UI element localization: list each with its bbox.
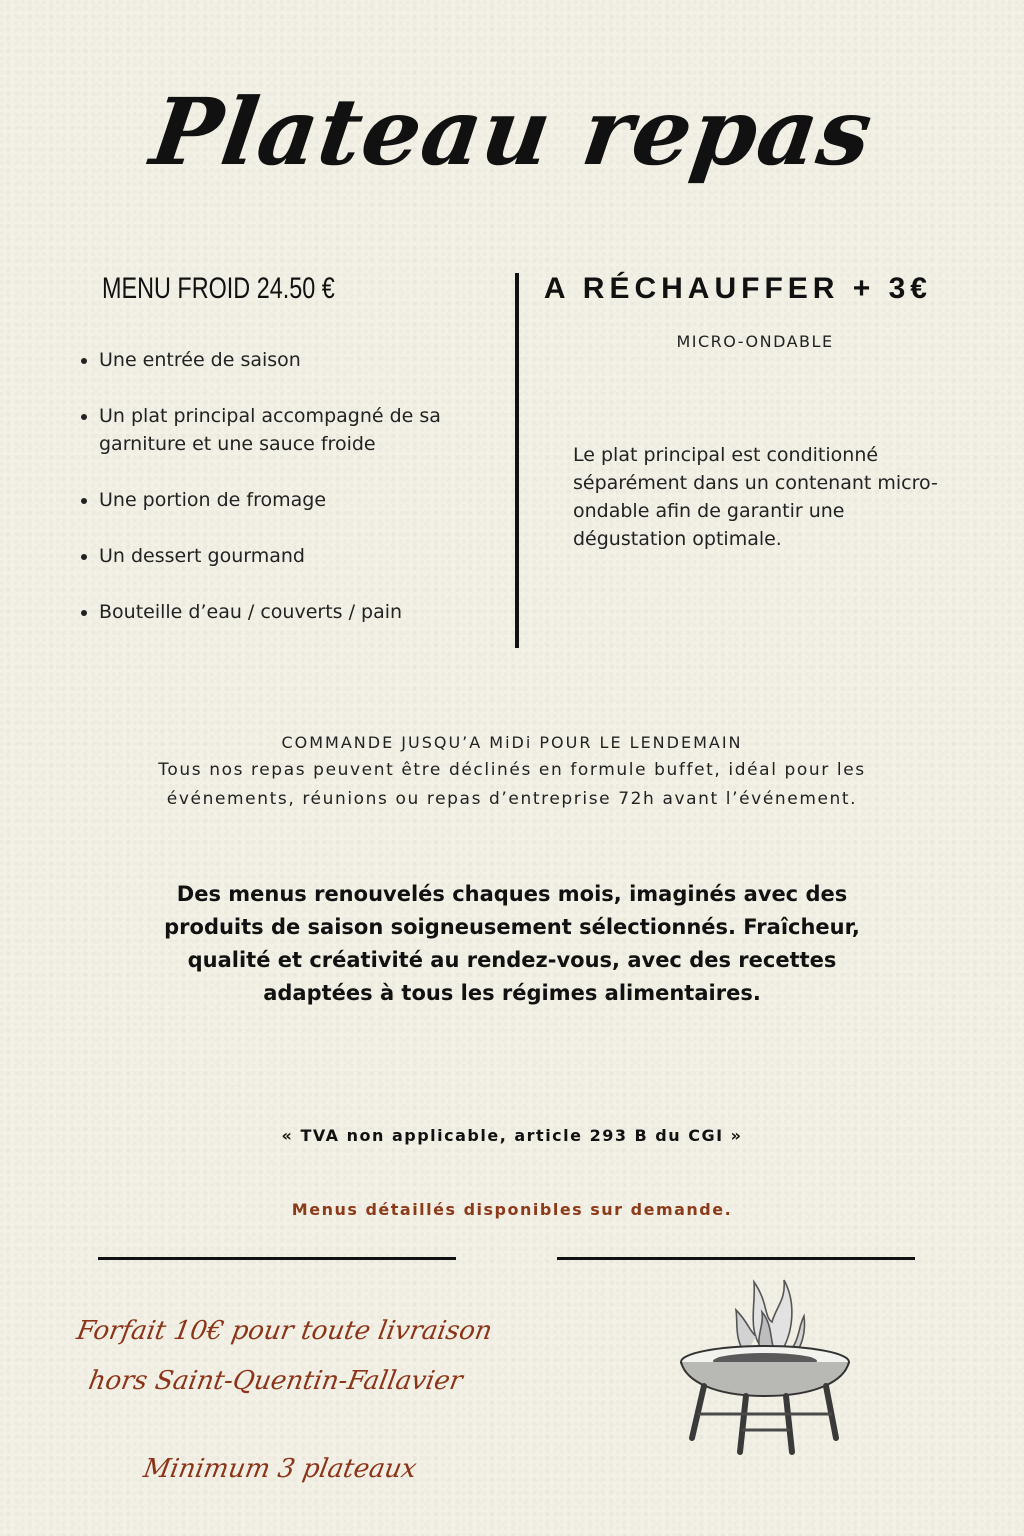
list-item: • Une entrée de saison xyxy=(99,346,519,374)
list-item: • Bouteille d’eau / couverts / pain xyxy=(99,598,519,626)
divider-left xyxy=(98,1257,456,1260)
fire-pit-icon xyxy=(676,1262,854,1458)
rechauffer-description: Le plat principal est conditionné séparément dans un contenant micro-ondable afin de garantir une dégustation optimale. xyxy=(573,444,938,550)
details-notice: Menus détaillés disponibles sur demande. xyxy=(291,1200,733,1219)
minimum-order: Minimum 3 plateaux xyxy=(141,1454,419,1484)
list-item: • Un plat principal accompagné de sa garniture et une sauce froide xyxy=(99,402,519,458)
menu-items-list xyxy=(78,346,519,654)
page-title: Plateau repas xyxy=(144,78,880,186)
tva-notice: « TVA non applicable, article 293 B du CGI » xyxy=(281,1126,743,1145)
list-item: • Une portion de fromage xyxy=(99,486,519,514)
buffet-note: Tous nos repas peuvent être déclinés en formule buffet, idéal pour les événements, réunions ou repas d’entreprise 72h avant l’événement. xyxy=(158,760,866,809)
menu-froid-heading: MENU FROID 24.50 € xyxy=(102,272,335,305)
list-item: • Un dessert gourmand xyxy=(99,542,519,570)
micro-ondable-label: MICRO-ONDABLE xyxy=(676,332,834,351)
highlight-paragraph: Des menus renouvelés chaques mois, imaginés avec des produits de saison soigneusement sélectionnés. Fraîcheur, qualité et créativité au rendez-vous, avec des recettes adaptées à tous les régimes alimentaires. xyxy=(164,882,860,1005)
rechauffer-heading: A RÉCHAUFFER + 3€ xyxy=(543,272,932,305)
column-divider xyxy=(515,273,519,648)
delivery-forfait: Forfait 10€ pour toute livraison hors Saint-Quentin-Fallavier xyxy=(74,1316,495,1396)
order-deadline: COMMANDE JUSQU’A MiDi POUR LE LENDEMAIN xyxy=(281,733,743,752)
divider-right xyxy=(557,1257,915,1260)
